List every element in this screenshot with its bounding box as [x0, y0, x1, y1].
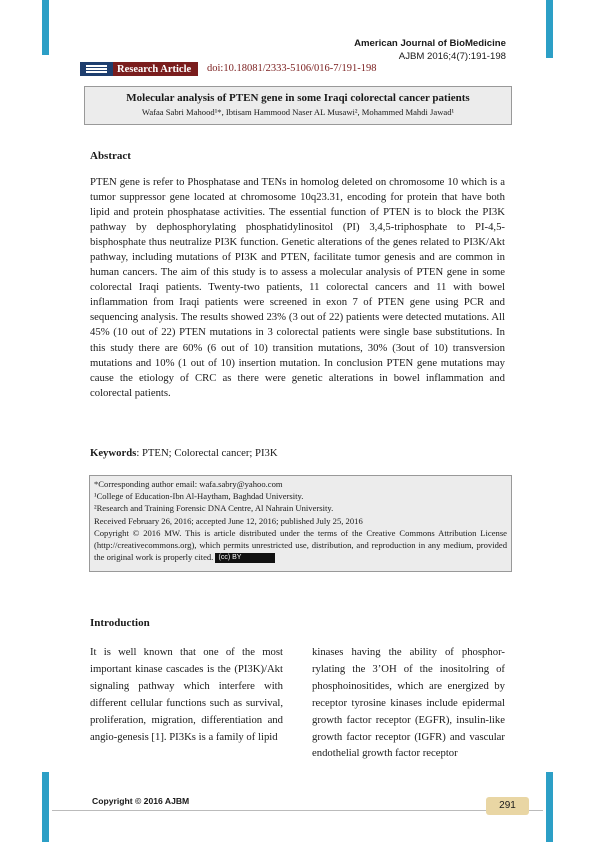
page-number: 291 — [486, 797, 529, 815]
journal-name: American Journal of BioMedicine — [354, 38, 506, 49]
doi-link[interactable]: doi:10.18081/2333-5106/016-7/191-198 — [207, 63, 377, 74]
article-dates: Received February 26, 2016; accepted June 12, 2016; published July 25, 2016 — [94, 515, 363, 526]
introduction-column-1: It is well known that one of the most important kinase cascades is the (PI3K)/Akt signaling pathway which interfere with different cellular functions such as survival, proliferation, migration, differentiation and angio-genesis [1]. PI3Ks is a family of lipid — [90, 646, 283, 743]
left-bottom-bar — [42, 772, 49, 842]
article-title: Molecular analysis of PTEN gene in some Iraqi colorectal cancer patients — [126, 92, 470, 104]
abstract-heading: Abstract — [90, 150, 131, 162]
affiliation-2: ²Research and Training Forensic DNA Centre, Al Nahrain University. — [94, 503, 334, 514]
journal-citation: AJBM 2016;4(7):191-198 — [398, 51, 506, 62]
license-statement — [94, 527, 507, 564]
introduction-column-2: kinases having the ability of phosphor-rylating the 3’OH of the inositolring of phosphoinositides, which are energized by receptor tyrosine kinases include epidermal growth factor receptor (EGFR), insulin-like growth factor receptor (IGFR) and vascular endothelial growth factor receptor — [312, 646, 505, 760]
cc-by-icon[interactable]: (cc) BY — [215, 553, 275, 563]
introduction-heading: Introduction — [90, 617, 150, 629]
title-box — [84, 86, 512, 125]
license-text: Copyright © 2016 MW. This is article distributed under the terms of the Creative Commons Attribution License (http://creativecommons.org), which permits unrestricted use, distribution, and reproduction in any medium, provided the original work is properly cited. — [94, 527, 507, 563]
affiliation-1: ¹College of Education-Ibn Al-Haytham, Baghdad University. — [94, 491, 304, 502]
article-authors: Wafaa Sabri Mahood¹*, Ibtisam Hammood Naser AL Musawi², Mohammed Mahdi Jawad¹ — [141, 107, 455, 117]
right-top-bar — [546, 0, 553, 58]
article-info-box — [89, 475, 512, 572]
right-bottom-bar — [546, 772, 553, 842]
abstract-text: PTEN gene is refer to Phosphatase and TENs in homolog deleted on chromosome 10 which is a tumor suppressor gene located at chromosome 10q23.31, encoding for protein that have both lipid and protein phosphatase activities. The essential function of PTEN is to block the PI3K pathway by dephosphorylating phosphatidylinositol (PI) 3,4,5-triphosphate to PI-4,5-bisphosphate thus neutralize PI3K function. Genetic alterations of the genes related to PI3K/Akt pathway, including mutations of PI3K and PTEN, facilitate tumor genesis and are common in human cancers. The aim of this study is to assess a molecular analysis of PTEN gene in some colorectal Iraqi patients. Twenty-two patients, 11 colorectal cancers and 11 with bowel inflammation from Iraqi patients were screened in exon 7 of PTEN gene using PCR and sequencing analysis. The results showed 23% (3 out of 22) patients were detected mutations. All 45% (10 out of 22) PTEN mutations in 3 colorectal patients were single base substitutions. In this study there are 60% (6 out of 10) transition mutations, 30% (3out of 10) transversion mutations and 10% (1 out of 10) insertion mutation. In conclusion PTEN gene mutations may cause the etiology of CRC as there were genetic alterations in bowel inflammation and colorectal patients. — [90, 176, 505, 399]
journal-logo-icon — [80, 62, 113, 76]
keywords — [90, 447, 278, 459]
footer-copyright: Copyright © 2016 AJBM — [92, 796, 190, 806]
journal-header — [354, 37, 506, 63]
article-type-label: Research Article — [117, 63, 192, 75]
footer-divider — [52, 810, 543, 811]
left-top-bar — [42, 0, 49, 55]
article-type-banner — [80, 62, 198, 76]
keywords-text: : PTEN; Colorectal cancer; PI3K — [136, 447, 278, 459]
corresponding-author: *Corresponding author email: wafa.sabry@yahoo.com — [94, 479, 283, 489]
keywords-label: Keywords — [90, 447, 137, 459]
